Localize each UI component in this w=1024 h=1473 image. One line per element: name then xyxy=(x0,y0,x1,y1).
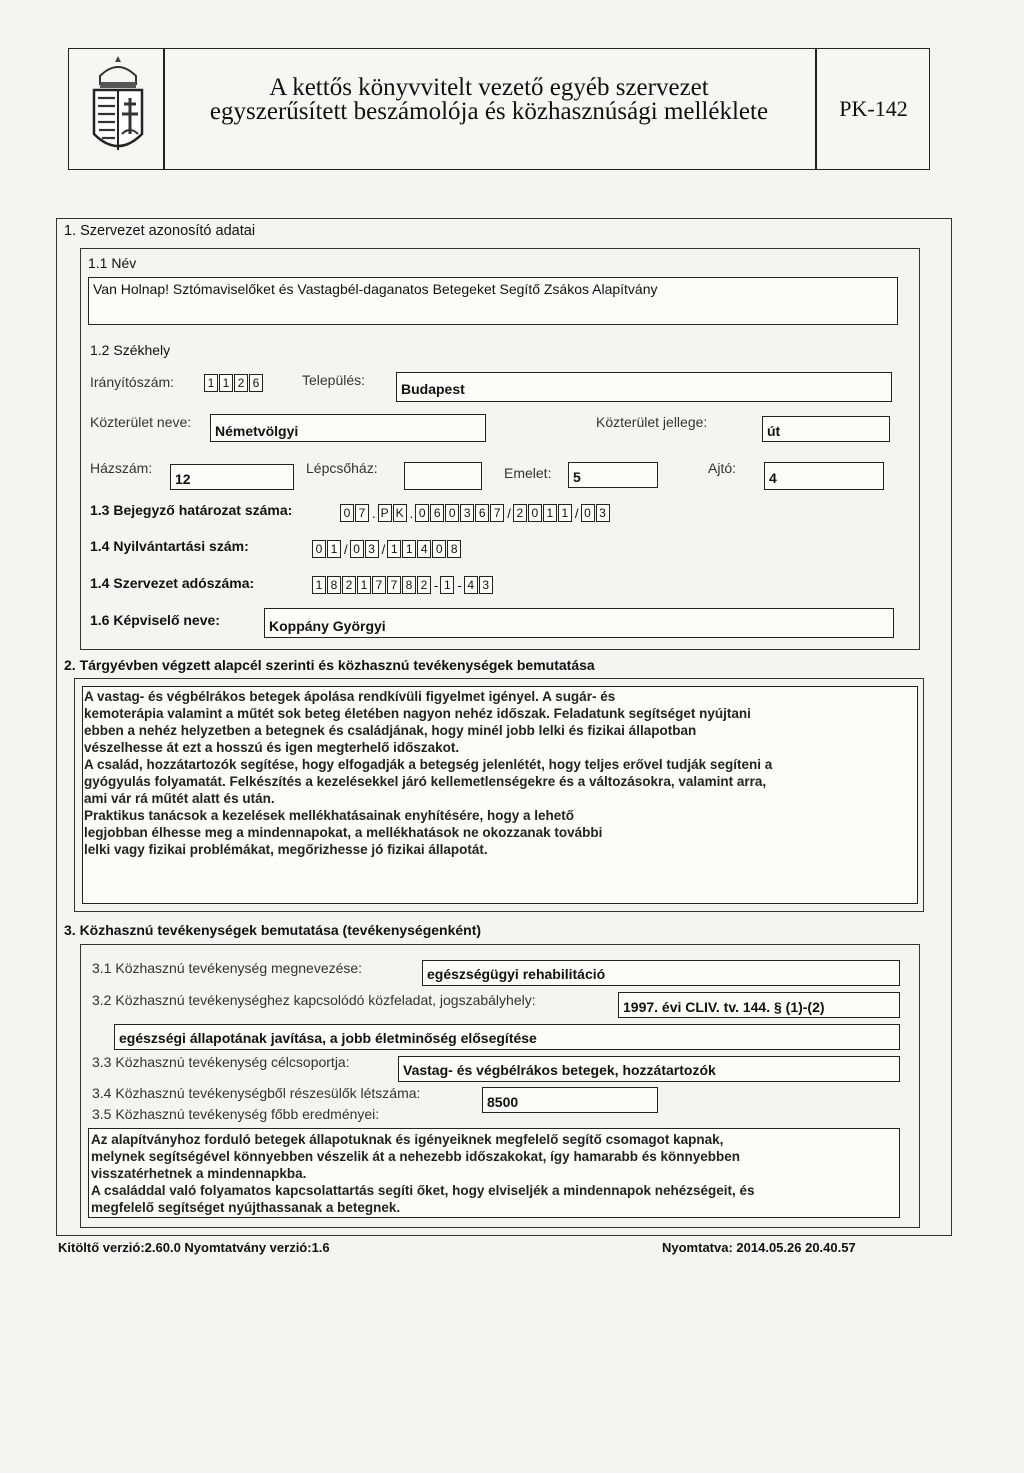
digit-cell[interactable]: 1 xyxy=(440,576,454,594)
name-label: 1.1 Név xyxy=(88,255,137,271)
court-number-label: 1.3 Bejegyző határozat száma: xyxy=(90,502,293,518)
results-textbox[interactable] xyxy=(88,1128,900,1218)
digit-cell[interactable]: 6 xyxy=(430,504,444,522)
street-type-label: Közterület jellege: xyxy=(596,414,708,430)
beneficiary-count-field[interactable]: 8500 xyxy=(482,1087,658,1113)
tax-sep1: - xyxy=(434,577,439,593)
activity-name-field[interactable]: egészségügyi rehabilitáció xyxy=(422,960,900,986)
digit-cell[interactable]: 1 xyxy=(387,540,401,558)
street-label: Közterület neve: xyxy=(90,414,192,430)
digit-cell[interactable]: 1 xyxy=(204,374,218,392)
text-line: visszatérhetnek a mindennapkba. xyxy=(91,1166,307,1181)
tax-number-label: 1.4 Szervezet adószáma: xyxy=(90,575,255,591)
digit-cell[interactable]: 6 xyxy=(475,504,489,522)
digit-cell[interactable]: 3 xyxy=(596,504,610,522)
digit-cell[interactable]: 1 xyxy=(219,374,233,392)
house-label: Házszám: xyxy=(90,460,153,476)
zip-label: Irányítószám: xyxy=(90,374,175,390)
stair-field[interactable] xyxy=(404,462,482,490)
form-title-line1: A kettős könyvvitelt vezető egyéb szervezet xyxy=(269,74,709,101)
text-line: legjobban élhesse meg a mindennapokat, a mellékhatások ne okozzanak további xyxy=(84,825,603,840)
digit-cell[interactable]: 0 xyxy=(445,504,459,522)
street-field[interactable]: Németvölgyi xyxy=(210,414,486,442)
text-line: A család, hozzátartozók segítése, hogy elfogadják a betegség jelenlétét, hogy teljes erővel tudják segíteni a xyxy=(84,757,773,772)
court-sep2: . xyxy=(409,505,414,521)
public-task-label: 3.2 Közhasznú tevékenységhez kapcsolódó közfeladat, jogszabályhely: xyxy=(92,992,536,1008)
digit-cell[interactable]: 1 xyxy=(327,540,341,558)
door-field[interactable]: 4 xyxy=(764,462,884,490)
digit-cell[interactable]: 0 xyxy=(432,540,446,558)
court-sep4: / xyxy=(574,505,579,521)
activity-text xyxy=(84,688,772,858)
city-field[interactable]: Budapest xyxy=(396,372,892,402)
public-task-field[interactable]: egészségi állapotának javítása, a jobb életminőség elősegítése xyxy=(114,1024,900,1050)
house-field[interactable]: 12 xyxy=(170,464,294,490)
text-line: vészelhesse át ezt a hosszú és igen megterhelő időszakot. xyxy=(84,740,460,755)
digit-cell[interactable]: 7 xyxy=(372,576,386,594)
digit-cell[interactable]: 2 xyxy=(513,504,527,522)
digit-cell[interactable]: 2 xyxy=(342,576,356,594)
digit-cell[interactable]: 3 xyxy=(479,576,493,594)
digit-cell[interactable]: 7 xyxy=(387,576,401,594)
text-line: A családdal való folyamatos kapcsolattartás segíti őket, hogy elviseljék a mindennapok nehézségeit, és xyxy=(91,1183,755,1198)
reg-sep1: / xyxy=(344,541,348,557)
digit-cell[interactable]: 8 xyxy=(402,576,416,594)
stair-label: Lépcsőház: xyxy=(306,460,378,476)
text-line: lelki vagy fizikai problémákat, megőrizhesse jó fizikai állapotát. xyxy=(84,842,488,857)
version-info: Kitöltő verzió:2.60.0 Nyomtatvány verzió:1.6 xyxy=(58,1240,330,1255)
registry-number-cells[interactable] xyxy=(312,540,462,558)
digit-cell[interactable]: 1 xyxy=(558,504,572,522)
print-timestamp: Nyomtatva: 2014.05.26 20.40.57 xyxy=(662,1240,856,1255)
text-line: Praktikus tanácsok a kezelések mellékhatásainak enyhítésére, hogy a lehető xyxy=(84,808,575,823)
digit-cell[interactable]: 1 xyxy=(312,576,326,594)
text-line: ebben a nehéz helyzetben a betegnek és családjának, hogy minél jobb lelki és fizikai állapotban xyxy=(84,723,697,738)
results-text xyxy=(91,1131,755,1216)
court-sep1: . xyxy=(372,505,376,521)
zip-cells[interactable] xyxy=(204,374,264,392)
digit-cell[interactable]: 8 xyxy=(447,540,461,558)
digit-cell[interactable]: 3 xyxy=(460,504,474,522)
text-line: Az alapítványhoz forduló betegek állapotuknak és igényeiknek megfelelő segítő csomagot kapnak, xyxy=(91,1132,724,1147)
text-line: kemoterápia valamint a műtét sok beteg életében nagyon nehéz időszak. Feladatunk segítséget nyújtani xyxy=(84,706,751,721)
digit-cell[interactable]: 0 xyxy=(415,504,429,522)
public-task-law-field[interactable]: 1997. évi CLIV. tv. 144. § (1)-(2) xyxy=(618,992,900,1018)
digit-cell[interactable]: 2 xyxy=(417,576,431,594)
activity-name-label: 3.1 Közhasznú tevékenység megnevezése: xyxy=(92,960,363,976)
text-line: gyógyulás folyamatát. Felkészítés a kezelésekkel járó kellemetlenségekre és a változásokra, valamint arra, xyxy=(84,774,767,789)
digit-cell[interactable]: 0 xyxy=(350,540,364,558)
digit-cell[interactable]: 4 xyxy=(417,540,431,558)
reg-sep2: / xyxy=(381,541,386,557)
digit-cell[interactable]: 8 xyxy=(327,576,341,594)
section2-title: 2. Tárgyévben végzett alapcél szerinti és közhasznú tevékenységek bemutatása xyxy=(64,657,595,673)
door-label: Ajtó: xyxy=(708,460,737,476)
text-line: megfelelő segítséget nyújthassanak a betegnek. xyxy=(91,1200,401,1215)
floor-label: Emelet: xyxy=(504,465,552,481)
representative-label: 1.6 Képviselő neve: xyxy=(90,612,220,628)
section1-title: 1. Szervezet azonosító adatai xyxy=(64,223,256,239)
court-number-cells[interactable] xyxy=(340,504,611,522)
street-type-field[interactable]: út xyxy=(762,416,890,442)
target-group-field[interactable]: Vastag- és végbélrákos betegek, hozzátartozók xyxy=(398,1056,900,1082)
org-name-field[interactable]: Van Holnap! Sztómaviselőket és Vastagbél-daganatos Betegeket Segítő Zsákos Alapítvány xyxy=(88,277,898,325)
registry-number-label: 1.4 Nyilvántartási szám: xyxy=(90,538,249,554)
digit-cell[interactable]: 0 xyxy=(528,504,542,522)
hungarian-coat-of-arms-icon xyxy=(86,54,150,160)
target-group-label: 3.3 Közhasznú tevékenység célcsoportja: xyxy=(92,1054,350,1070)
city-label: Település: xyxy=(302,372,366,388)
results-label: 3.5 Közhasznú tevékenység főbb eredményei: xyxy=(92,1106,380,1122)
digit-cell[interactable]: 7 xyxy=(355,504,369,522)
tax-number-cells[interactable] xyxy=(312,576,494,594)
digit-cell[interactable]: 1 xyxy=(402,540,416,558)
digit-cell[interactable]: 0 xyxy=(312,540,326,558)
form-title-line2: egyszerűsített beszámolója és közhasznúsági melléklete xyxy=(209,98,769,125)
text-line: melynek segítségével könnyebben vészelik át a nehezebb időszakokat, így hamarabb és könnyebben xyxy=(91,1149,740,1164)
digit-cell[interactable]: P xyxy=(378,504,392,522)
digit-cell[interactable]: 2 xyxy=(234,374,248,392)
digit-cell[interactable]: 1 xyxy=(543,504,557,522)
text-line: A vastag- és végbélrákos betegek ápolása rendkívüli figyelmet igényel. A sugár- és xyxy=(84,689,616,704)
digit-cell[interactable]: 0 xyxy=(340,504,354,522)
floor-field[interactable]: 5 xyxy=(568,462,658,488)
digit-cell[interactable]: 7 xyxy=(490,504,504,522)
tax-sep2: - xyxy=(457,577,462,593)
text-line: ami vár rá műtét alatt és után. xyxy=(84,791,275,806)
form-code: PK-142 xyxy=(839,96,908,121)
beneficiary-count-label: 3.4 Közhasznú tevékenységből részesülők létszáma: xyxy=(92,1085,421,1101)
digit-cell[interactable]: K xyxy=(393,504,407,522)
digit-cell[interactable]: 6 xyxy=(249,374,263,392)
seat-label: 1.2 Székhely xyxy=(90,342,171,358)
digit-cell[interactable]: 3 xyxy=(365,540,379,558)
digit-cell[interactable]: 0 xyxy=(581,504,595,522)
digit-cell[interactable]: 4 xyxy=(464,576,478,594)
representative-field[interactable]: Koppány Györgyi xyxy=(264,608,894,638)
section3-title: 3. Közhasznú tevékenységek bemutatása (tevékenységenként) xyxy=(64,922,482,938)
digit-cell[interactable]: 1 xyxy=(357,576,371,594)
court-sep3: / xyxy=(507,505,511,521)
